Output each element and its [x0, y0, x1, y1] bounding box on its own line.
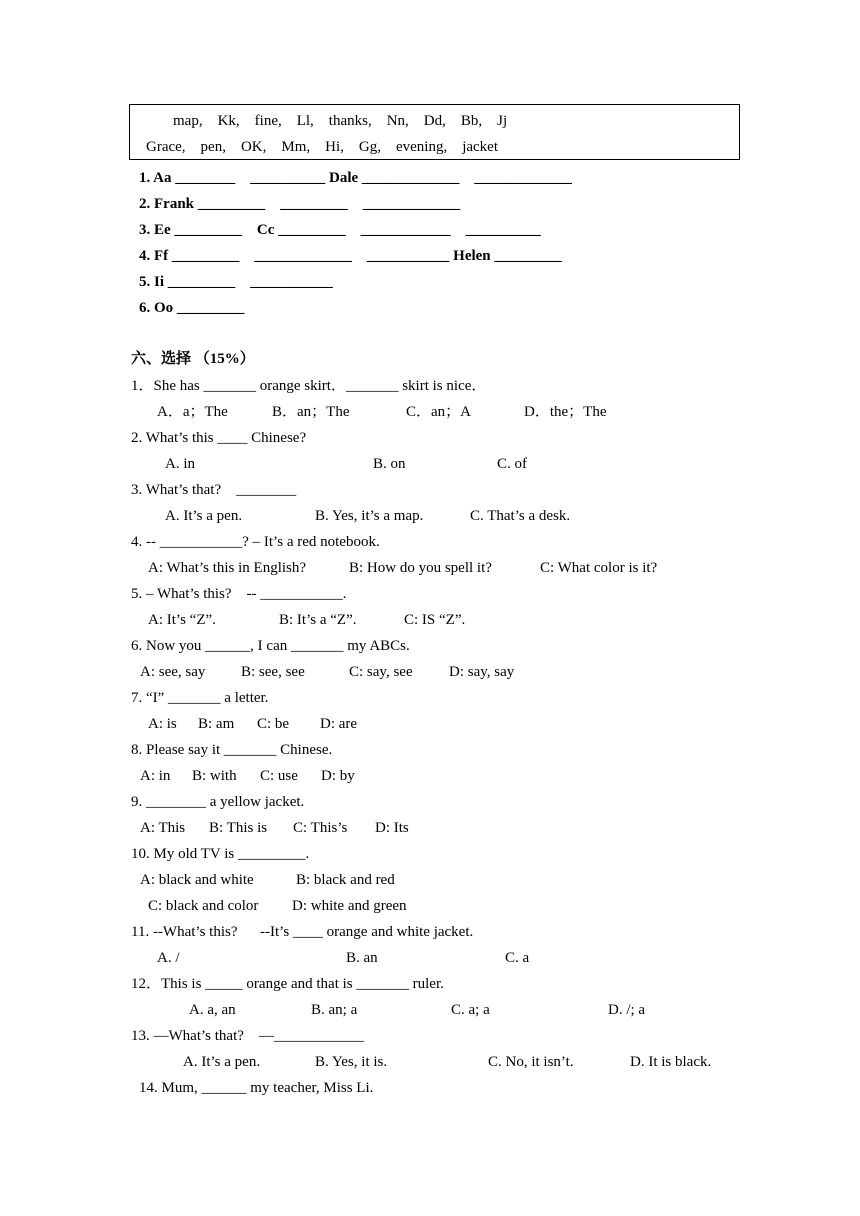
q5-option-a: A: It’s “Z”.: [148, 612, 216, 628]
q10-option-d: D: white and green: [292, 898, 407, 914]
question-12: 12．This is _____ orange and that is _______ ruler.: [131, 976, 444, 992]
q11-option-b: B. an: [346, 950, 378, 966]
q12-option-d: D. /; a: [608, 1002, 646, 1018]
word-bank-row-2: Grace, pen, OK, Mm, Hi, Gg, evening, jacket: [146, 139, 499, 155]
q2-option-a: A. in: [165, 456, 195, 472]
q1-option-d: D．the；The: [524, 404, 607, 420]
q4-option-b: B: How do you spell it?: [349, 560, 492, 576]
q1-option-b: B．an；The: [272, 404, 350, 420]
q8-option-c: C: use: [260, 768, 298, 784]
classify-line-1: 1. Aa ________ __________ Dale _____________ _____________: [139, 170, 572, 186]
q13-option-b: B. Yes, it is.: [315, 1054, 388, 1070]
q1-option-a: A．a；The: [157, 404, 228, 420]
q13-option-c: C. No, it isn’t.: [488, 1054, 574, 1070]
q6-option-b: B: see, see: [241, 664, 305, 680]
q12-option-c: C. a; a: [451, 1002, 490, 1018]
q13-option-d: D. It is black.: [630, 1054, 712, 1070]
question-6: 6. Now you ______, I can _______ my ABCs.: [131, 638, 410, 654]
q2-option-c: C. of: [497, 456, 527, 472]
q8-option-a: A: in: [140, 768, 171, 784]
q3-option-c: C. That’s a desk.: [470, 508, 571, 524]
classify-line-4: 4. Ff _________ _____________ ___________ Helen _________: [139, 248, 562, 264]
question-3: 3. What’s that? ________: [131, 482, 297, 498]
q4-option-c: C: What color is it?: [540, 560, 658, 576]
question-2: 2. What’s this ____ Chinese?: [131, 430, 307, 446]
q4-option-a: A: What’s this in English?: [148, 560, 307, 576]
q10-option-a: A: black and white: [140, 872, 254, 888]
question-4: 4. -- ___________? – It’s a red notebook.: [131, 534, 380, 550]
classify-line-3: 3. Ee _________ Cc _________ ____________ __________: [139, 222, 541, 238]
classify-line-2: 2. Frank _________ _________ _____________: [139, 196, 461, 212]
question-13: 13. —What’s that? —____________: [131, 1028, 364, 1044]
q9-option-a: A: This: [140, 820, 186, 836]
q7-option-b: B: am: [198, 716, 235, 732]
question-1: 1．She has _______ orange skirt．_______ skirt is nice．: [131, 378, 487, 394]
q12-option-b: B. an; a: [311, 1002, 358, 1018]
classify-line-5: 5. Ii _________ ___________: [139, 274, 333, 290]
question-5: 5. – What’s this? -- ___________.: [131, 586, 347, 602]
question-10: 10. My old TV is _________.: [131, 846, 310, 862]
q10-option-c: C: black and color: [148, 898, 259, 914]
question-14: 14. Mum, ______ my teacher, Miss Li.: [139, 1080, 374, 1096]
q13-option-a: A. It’s a pen.: [183, 1054, 261, 1070]
q5-option-b: B: It’s a “Z”.: [279, 612, 357, 628]
q7-option-c: C: be: [257, 716, 290, 732]
q3-option-a: A. It’s a pen.: [165, 508, 243, 524]
question-9: 9. ________ a yellow jacket.: [131, 794, 305, 810]
section-title: 六、选择 （15%）: [131, 351, 255, 367]
q6-option-c: C: say, see: [349, 664, 413, 680]
q11-option-c: C. a: [505, 950, 530, 966]
question-7: 7. “I” _______ a letter.: [131, 690, 269, 706]
classify-line-6: 6. Oo _________: [139, 300, 245, 316]
question-8: 8. Please say it _______ Chinese.: [131, 742, 333, 758]
q1-option-c: C．an；A: [406, 404, 471, 420]
question-11: 11. --What’s this? --It’s ____ orange and white jacket.: [131, 924, 474, 940]
q8-option-b: B: with: [192, 768, 237, 784]
q2-option-b: B. on: [373, 456, 406, 472]
q7-option-a: A: is: [148, 716, 177, 732]
q12-option-a: A. a, an: [189, 1002, 236, 1018]
q9-option-d: D: Its: [375, 820, 409, 836]
q6-option-d: D: say, say: [449, 664, 515, 680]
q9-option-c: C: This’s: [293, 820, 348, 836]
q6-option-a: A: see, say: [140, 664, 206, 680]
q8-option-d: D: by: [321, 768, 355, 784]
q11-option-a: A. /: [157, 950, 180, 966]
q10-option-b: B: black and red: [296, 872, 395, 888]
q5-option-c: C: IS “Z”.: [404, 612, 466, 628]
q9-option-b: B: This is: [209, 820, 268, 836]
word-bank-box: [129, 104, 740, 160]
word-bank-row-1: map, Kk, fine, Ll, thanks, Nn, Dd, Bb, Jj: [173, 113, 508, 129]
q3-option-b: B. Yes, it’s a map.: [315, 508, 424, 524]
q7-option-d: D: are: [320, 716, 358, 732]
